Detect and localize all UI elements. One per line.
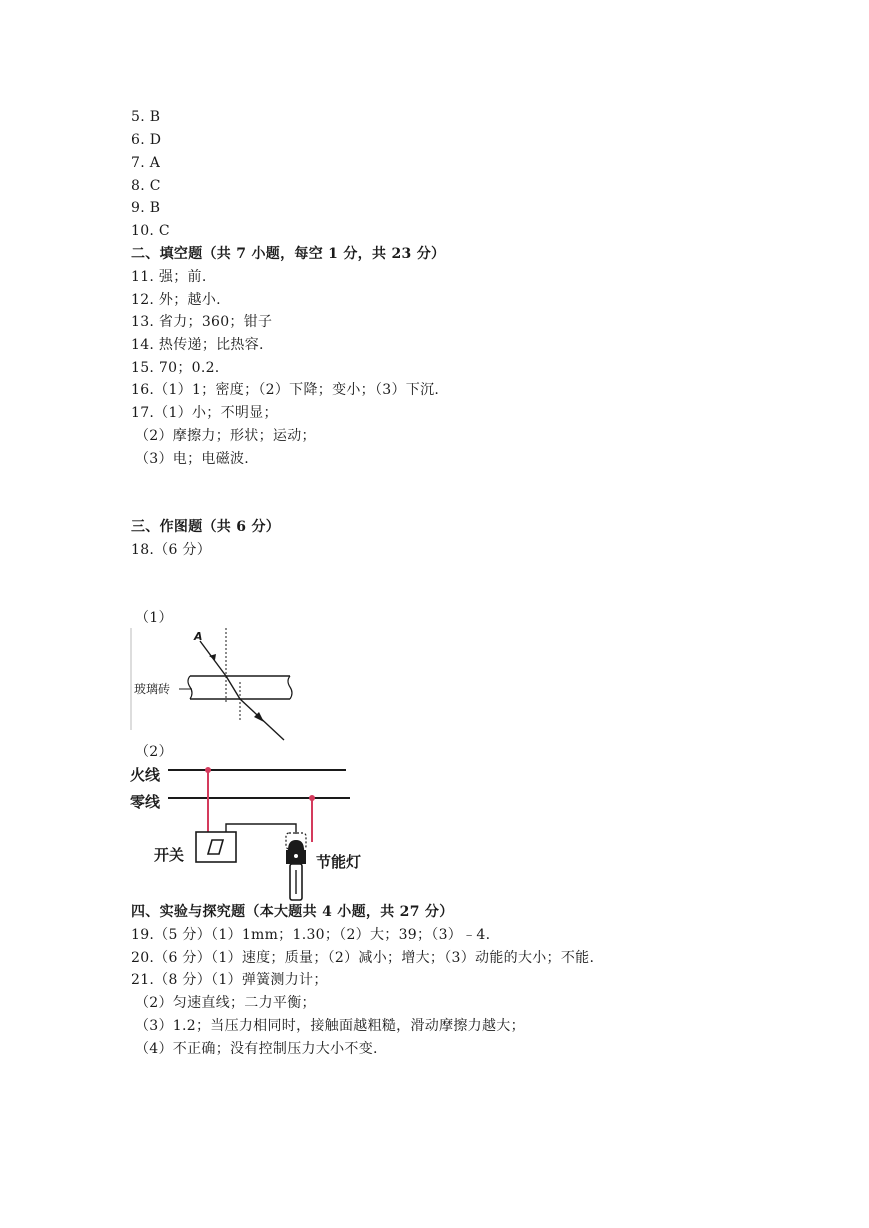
- lamp-cap: [288, 840, 304, 850]
- point-a-label: A: [194, 630, 203, 643]
- circuit-diagram: [130, 760, 380, 902]
- answer-7: 7. A: [131, 155, 161, 171]
- glass-right-break: [288, 676, 292, 699]
- answer-21-4: （4）不正确；没有控制压力大小不变.: [135, 1041, 378, 1057]
- part2-label: （2）: [135, 744, 173, 760]
- answer-9: 9. B: [131, 200, 161, 216]
- answer-17-2: （2）摩擦力；形状；运动；: [135, 428, 316, 444]
- refraction-diagram: [130, 626, 300, 742]
- answer-6: 6. D: [131, 132, 162, 148]
- neutral-wire-label: 零线: [130, 793, 161, 811]
- refracted-ray: [226, 676, 240, 699]
- answer-11: 11. 强；前.: [131, 269, 207, 285]
- section3-heading: 三、作图题（共 6 分）: [131, 519, 281, 535]
- lamp-highlight: [294, 854, 298, 858]
- answer-17-1: 17.（1）小；不明显；: [131, 405, 278, 421]
- section4-heading: 四、实验与探究题（本大题共 4 小题，共 27 分）: [131, 904, 454, 920]
- section2-heading: 二、填空题（共 7 小题，每空 1 分，共 23 分）: [131, 246, 446, 262]
- lamp-label: 节能灯: [316, 853, 362, 871]
- answer-21-3: （3）1.2；当压力相同时，接触面越粗糙，滑动摩擦力越大；: [135, 1018, 525, 1034]
- answer-20: 20.（6 分）（1）速度；质量；（2）减小；增大；（3）动能的大小；不能.: [131, 950, 595, 966]
- glass-left-break: [188, 676, 192, 699]
- answer-5: 5. B: [131, 109, 161, 125]
- answer-21-2: （2）匀速直线；二力平衡；: [135, 995, 316, 1011]
- answer-15: 15. 70；0.2.: [131, 360, 220, 376]
- answer-19: 19.（5 分）（1）1mm；1.30；（2）大；39；（3）﹣4.: [131, 927, 491, 943]
- switch-label: 开关: [154, 846, 185, 864]
- answer-8: 8. C: [131, 178, 161, 194]
- answer-13: 13. 省力；360；钳子: [131, 314, 273, 330]
- live-wire-label: 火线: [130, 766, 161, 784]
- live-junction-dot: [205, 767, 211, 773]
- question-18: 18.（6 分）: [131, 542, 212, 558]
- glass-brick-label: 玻璃砖: [134, 682, 171, 696]
- answer-17-3: （3）电；电磁波.: [135, 451, 250, 467]
- switch-box: [196, 832, 236, 862]
- answer-21-1: 21.（8 分）（1）弹簧测力计；: [131, 972, 328, 988]
- answer-12: 12. 外；越小.: [131, 292, 221, 308]
- part1-label: （1）: [135, 610, 173, 626]
- answer-10: 10. C: [131, 223, 170, 239]
- answer-14: 14. 热传递；比热容.: [131, 337, 264, 353]
- answer-16: 16.（1）1；密度；（2）下降；变小；（3）下沉.: [131, 382, 440, 398]
- neutral-junction-dot: [309, 795, 315, 801]
